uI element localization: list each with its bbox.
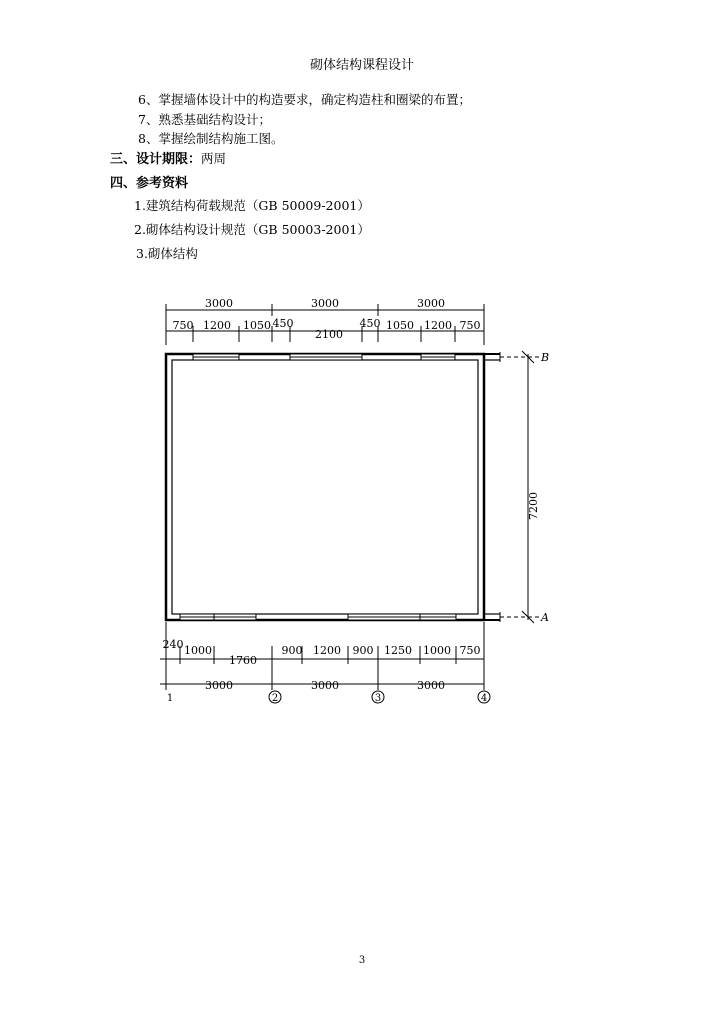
bottom-opening-7: 1250 (384, 644, 412, 657)
bottom-opening-2: 1000 (184, 644, 212, 657)
objective-8: 8、掌握绘制结构施工图。 (138, 131, 284, 146)
objective-6: 6、掌握墙体设计中的构造要求，确定构造柱和圈梁的布置； (138, 92, 471, 107)
section-3-value: 两周 (201, 151, 227, 166)
right-dimension (500, 351, 540, 623)
reference-3: 3.砌体结构 (136, 246, 198, 261)
top-opening-5: 2100 (315, 328, 343, 341)
top-opening-3: 1050 (243, 319, 271, 332)
top-opening-9: 750 (459, 319, 481, 332)
bottom-opening-5: 1200 (313, 644, 341, 657)
bottom-opening-8: 1000 (423, 644, 451, 657)
outer-walls (166, 352, 500, 622)
bottom-opening-4: 900 (281, 644, 303, 657)
bottom-opening-6: 900 (352, 644, 374, 657)
section-references-heading: 四、参考资料 (110, 176, 189, 191)
top-opening-4: 450 (272, 317, 294, 330)
bottom-opening-9: 750 (459, 644, 481, 657)
right-span-dimension: 7200 (527, 492, 540, 520)
top-bay-1: 3000 (205, 297, 233, 310)
top-opening-2: 1200 (203, 319, 231, 332)
axis-top-label: B (541, 351, 550, 364)
axis-3-label: 3 (374, 693, 382, 704)
objective-7: 7、熟悉基础结构设计； (138, 112, 271, 127)
top-opening-6: 450 (359, 317, 381, 330)
bottom-bay-3: 3000 (417, 679, 445, 692)
page-header: 砌体结构课程设计 (309, 58, 414, 73)
top-bay-2: 3000 (311, 297, 339, 310)
axis-1-label: 1 (166, 693, 174, 704)
top-opening-7: 1050 (386, 319, 414, 332)
bottom-opening-1: 240 (162, 638, 184, 651)
top-opening-8: 1200 (424, 319, 452, 332)
axis-2-label: 2 (271, 693, 279, 704)
axis-4-label: 4 (480, 693, 488, 704)
page-number: 3 (358, 955, 366, 966)
bottom-opening-3: 1760 (229, 654, 257, 667)
section-3-label: 三、设计期限： (110, 152, 202, 167)
bottom-bay-2: 3000 (311, 679, 339, 692)
bottom-bay-1: 3000 (205, 679, 233, 692)
top-opening-1: 750 (172, 319, 194, 332)
top-bay-3: 3000 (417, 297, 445, 310)
reference-1: 1.建筑结构荷载规范（GB 50009-2001） (134, 198, 370, 213)
axis-bottom-label: A (541, 611, 549, 624)
reference-2: 2.砌体结构设计规范（GB 50003-2001） (134, 222, 370, 237)
